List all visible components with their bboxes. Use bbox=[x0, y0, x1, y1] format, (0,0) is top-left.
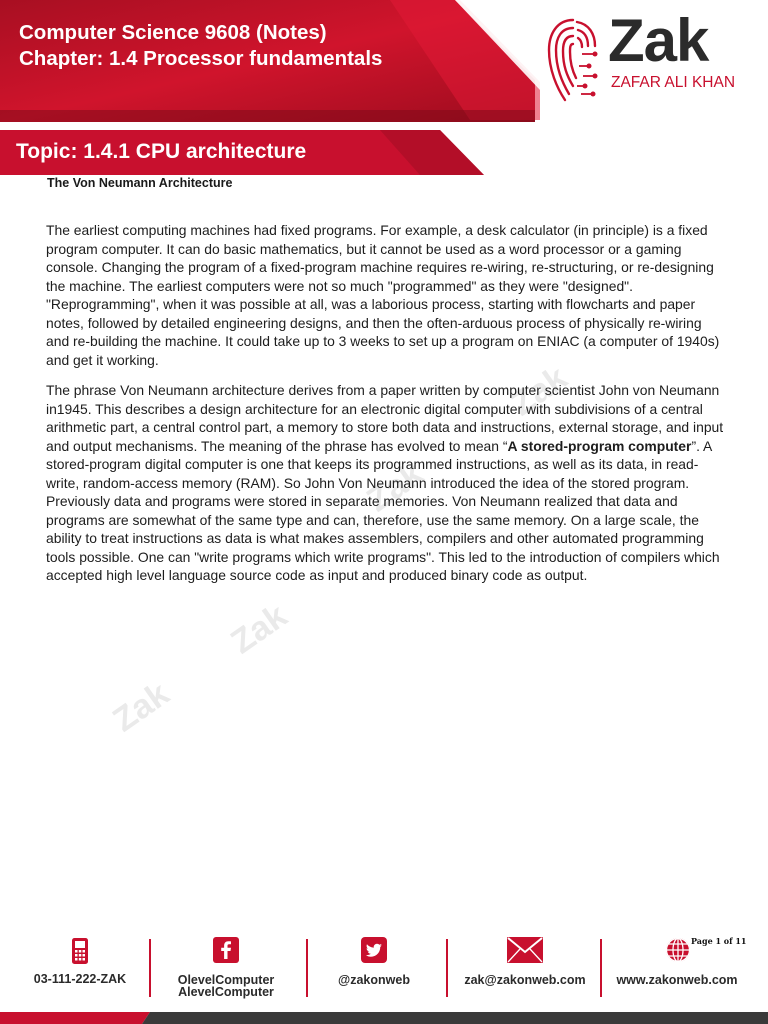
paragraph: The earliest computing machines had fixed programs. For example, a desk calculator (in principle) is a fixed program computer. It can do basic mathematics, but it cannot be used as a word processor or a gaming console. Changing the program of a fixed-program machine requires re-wiring, re-structuring, or re-designing the machine. The earliest computers were not so much "programmed" as they were "designed". "Reprogramming", when it was possible at all, was a laborious process, starting with flowcharts and paper notes, followed by detailed engineering designs, and then the often-arduous process of physically re-wiring and re-building the machine. It could take up to 3 weeks to set up a program on ENIAC (a computer of 1940s) and get it working. bbox=[46, 222, 720, 368]
bottom-bar bbox=[0, 1012, 768, 1024]
email-address[interactable]: zak@zakonweb.com bbox=[464, 973, 586, 987]
page-number: Page 1 of 11 bbox=[691, 936, 747, 946]
paragraph bbox=[46, 381, 726, 585]
document-title: Computer Science 9608 (Notes) bbox=[19, 21, 327, 44]
watermark: Zak bbox=[504, 358, 574, 424]
watermark: Zak bbox=[106, 674, 176, 740]
watermark: Zak bbox=[360, 454, 430, 520]
twitter-handle[interactable]: @zakonweb bbox=[338, 973, 410, 987]
footer-phone bbox=[20, 937, 140, 985]
topic-title: Topic: 1.4.1 CPU architecture bbox=[16, 140, 307, 163]
logo-subtitle: ZAFAR ALI KHAN bbox=[611, 74, 736, 91]
chapter-title: Chapter: 1.4 Processor fundamentals bbox=[19, 47, 383, 70]
footer-divider bbox=[446, 939, 448, 997]
globe-icon[interactable] bbox=[665, 937, 691, 963]
footer bbox=[0, 925, 768, 1024]
footer-email[interactable] bbox=[455, 937, 595, 986]
logo-wordmark: Zak bbox=[608, 7, 709, 74]
paragraph-text: ”. A stored-program digital computer is one that keeps its programmed instructions, as well as its data, in read-write, random-access memory (RAM). So John Von Neumann introduced the idea of the stored program. Previously data and programs were stored in separate memories. Von Neumann realized that data and programs are somewhat of the same type and can, therefore, use the same memory. On a large scale, the ability to treat instructions as data is what makes assemblers, compilers and other automated programming tools possible. One can "write programs which write programs". This led to the introduction of compilers which accepted high level language source code as input and produced binary code as output. bbox=[46, 437, 720, 583]
footer-divider bbox=[149, 939, 151, 997]
paragraph-text: The phrase Von Neumann architecture derives from a paper written by computer scientist John von Neumann in1945. This describes a design architecture for an electronic digital computer with subdivisions of a central arithmetic part, a central control part, a memory to store both data and instructions, external storage, and input and output mechanisms. The meaning of the phrase has evolved to mean “ bbox=[46, 382, 724, 454]
twitter-icon[interactable] bbox=[361, 937, 387, 963]
facebook-page-1[interactable]: OlevelComputer bbox=[177, 973, 275, 987]
zak-logo bbox=[545, 7, 760, 108]
website-url[interactable]: www.zakonweb.com bbox=[616, 973, 738, 987]
email-icon[interactable] bbox=[507, 937, 543, 963]
phone-number: 03-111-222-ZAK bbox=[33, 972, 127, 986]
bold-term: A stored-program computer bbox=[507, 437, 692, 454]
footer-divider bbox=[600, 939, 602, 997]
fingerprint-circuit-icon bbox=[545, 14, 601, 106]
watermark: Zak bbox=[224, 596, 294, 662]
facebook-icon[interactable] bbox=[213, 937, 239, 963]
section-subheading: The Von Neumann Architecture bbox=[47, 176, 233, 190]
facebook-page-2[interactable]: AlevelComputer bbox=[178, 985, 274, 999]
phone-icon bbox=[71, 937, 89, 965]
footer-facebook[interactable] bbox=[165, 937, 287, 998]
footer-twitter[interactable] bbox=[318, 937, 430, 986]
footer-divider bbox=[306, 939, 308, 997]
